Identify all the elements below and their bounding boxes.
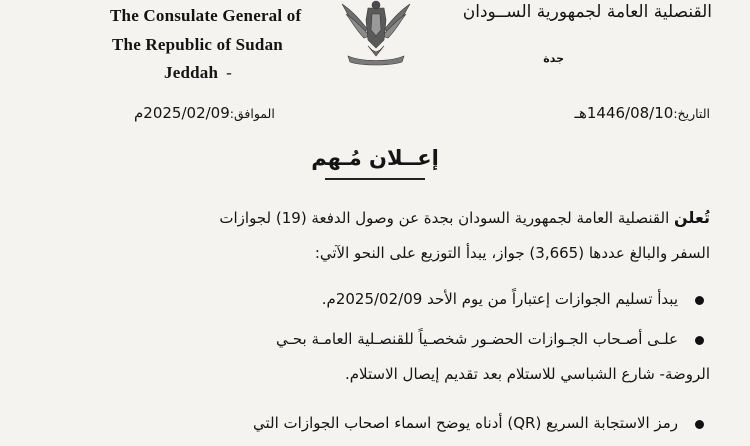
notice-bullet-list	[70, 282, 710, 446]
list-item	[70, 282, 710, 322]
bullet-dot-icon	[695, 296, 704, 305]
bullet-dot-icon	[695, 336, 704, 345]
letterhead-en-city: Jeddah	[164, 63, 219, 82]
gregorian-date-label: الموافق:	[229, 106, 275, 121]
hijri-date	[575, 104, 710, 122]
letterhead-en-line-1: The Consulate General of	[110, 6, 302, 25]
bullet-text: علـى أصـحاب الجـوازات الحضـور شخصـياً للقنصـلية العامـة بحـي	[275, 330, 678, 348]
gregorian-date-value: 2025/02/09م	[134, 104, 230, 122]
letterhead-ar-title: القنصلية العامة لجمهورية الســودان	[462, 2, 712, 22]
paragraph-lead-word: تُعلن	[674, 208, 710, 227]
paragraph-line-1-rest: القنصلية العامة لجمهورية السودان بجدة عن وصول الدفعة (19) لجوازات	[219, 209, 675, 227]
list-item	[70, 406, 710, 446]
letterhead-en-line-3	[164, 59, 232, 87]
letterhead-ar-city: جدة	[543, 52, 564, 65]
bullet-text-continuation: الروضة- شارع الشباسي للاستلام بعد تقديم إيصال الاستلام.	[344, 365, 710, 383]
hijri-date-label: التاريخ:	[673, 106, 710, 121]
notice-title-underline	[325, 178, 425, 180]
bullet-dot-icon	[695, 420, 704, 429]
notice-paragraph	[80, 200, 710, 271]
bullet-text: رمز الاستجابة السريع (QR) أدناه يوضح اسماء اصحاب الجوازات التي	[253, 414, 678, 432]
paragraph-line-1	[80, 200, 710, 236]
hijri-date-value: 1446/08/10هـ	[574, 104, 674, 122]
list-item	[70, 322, 710, 406]
paragraph-line-2: السفر والبالغ عددها (3,665) جواز، يبدأ التوزيع على النحو الآتي:	[314, 244, 710, 262]
letterhead-en-dash: -	[226, 63, 232, 82]
sudan-falcon-emblem-icon	[334, 0, 418, 66]
letterhead-en-line-2: The Republic of Sudan	[112, 35, 283, 54]
notice-title: إعــلان مُـهم	[311, 146, 439, 170]
gregorian-date	[134, 104, 275, 122]
bullet-text: يبدأ تسليم الجوازات إعتباراً من يوم الأحد 2025/02/09م.	[321, 290, 678, 308]
